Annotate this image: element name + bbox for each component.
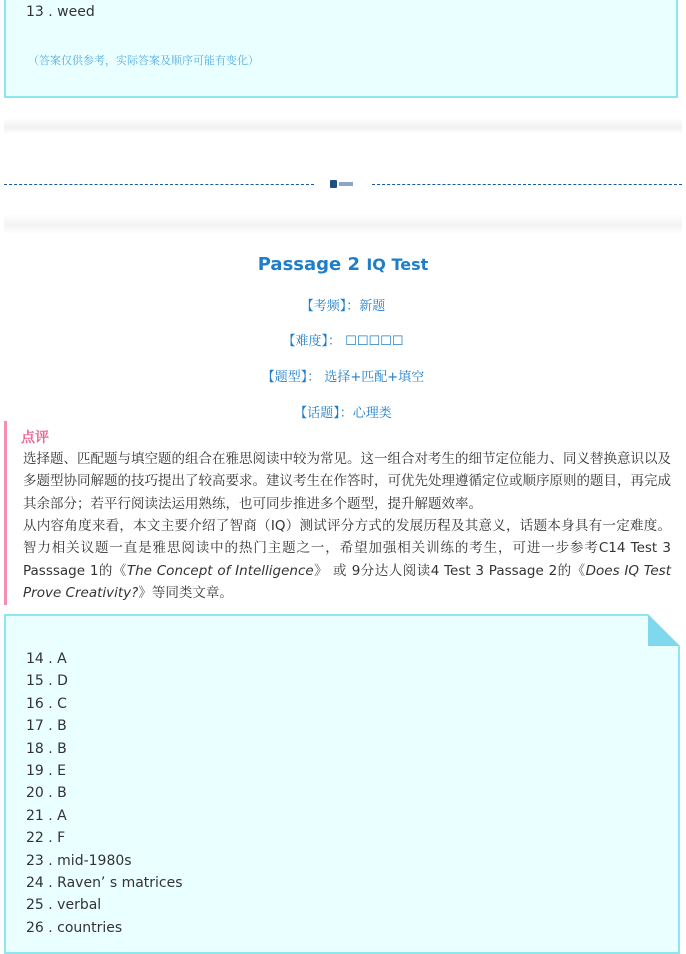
comment-paragraph-2 <box>23 515 671 604</box>
logo-mark-icon <box>330 180 337 188</box>
meta-frequency: 【考频】：新题 <box>300 299 386 314</box>
answer-item: 26 . countries <box>26 919 123 936</box>
answer-item: 24 . Raven’ s matrices <box>26 875 183 892</box>
brand-logo-icon <box>330 178 354 190</box>
answer-item: 23 . mid-1980s <box>26 852 132 869</box>
dashed-divider-right <box>372 184 682 185</box>
answer-item: 13 . weed <box>26 4 95 20</box>
answer-item: 16 . C <box>26 695 67 712</box>
comment-text: 从内容角度来看，本文主要介绍了智商（IQ）测试评分方式的发展历程及其意义，话题本身具有一定难度。智力相关议题一直是雅思阅读中的热门主题之一，希望加强相关训练的考生，可进一步参考C14 Test 3 Passsage 1的《 <box>23 518 671 579</box>
comment-text: 》等同类文章。 <box>138 584 233 601</box>
logo-wordmark-icon <box>339 182 353 186</box>
dashed-divider-left <box>4 184 314 185</box>
answer-item: 17 . B <box>26 718 67 735</box>
section-divider-shadow <box>4 214 682 234</box>
answer-item: 21 . A <box>26 807 67 824</box>
answer-item: 18 . B <box>26 740 67 757</box>
answer-item: 25 . verbal <box>26 897 102 914</box>
passage-title <box>0 254 686 275</box>
answer-item: 15 . D <box>26 673 68 690</box>
article-title: The Concept of Intelligence <box>126 562 314 579</box>
answer-item: 14 . A <box>26 651 67 667</box>
answer-item: 22 . F <box>26 830 66 847</box>
comment-heading: 点评 <box>21 430 49 446</box>
answer-item: 20 . B <box>26 785 67 802</box>
section-divider-shadow <box>4 118 682 134</box>
comment-section <box>4 421 678 605</box>
answer-box <box>4 614 680 954</box>
answer-item: 19 . E <box>26 763 67 780</box>
folded-corner-icon <box>648 614 680 646</box>
comment-text: 》 或 9分达人阅读4 Test 3 Passage 2的《 <box>313 562 586 579</box>
meta-difficulty: 【难度】： ☐☐☐☐☐ <box>282 334 404 349</box>
meta-question-types: 【题型】： 选择+匹配+填空 <box>261 370 425 385</box>
meta-topic: 【话题】：心理类 <box>294 406 392 421</box>
answer-box-previous <box>4 0 678 98</box>
answer-disclaimer: （答案仅供参考，实际答案及顺序可能有变化） <box>28 54 259 67</box>
passage-title-sub: IQ Test <box>366 255 429 274</box>
passage-title-main: Passage 2 <box>257 254 361 275</box>
comment-paragraph-1: 选择题、匹配题与填空题的组合在雅思阅读中较为常见。这一组合对考生的细节定位能力、同义替换意识以及多题型协同解题的技巧提出了较高要求。建议考生在作答时，可优先处理遵循定位或顺序原则的题目，再完成其余部分；若平行阅读法运用熟练，也可同步推进多个题型，提升解题效率。 <box>23 451 671 512</box>
article-title: Does IQ Test Prove Creativity? <box>23 562 671 601</box>
answer-list <box>26 648 183 939</box>
